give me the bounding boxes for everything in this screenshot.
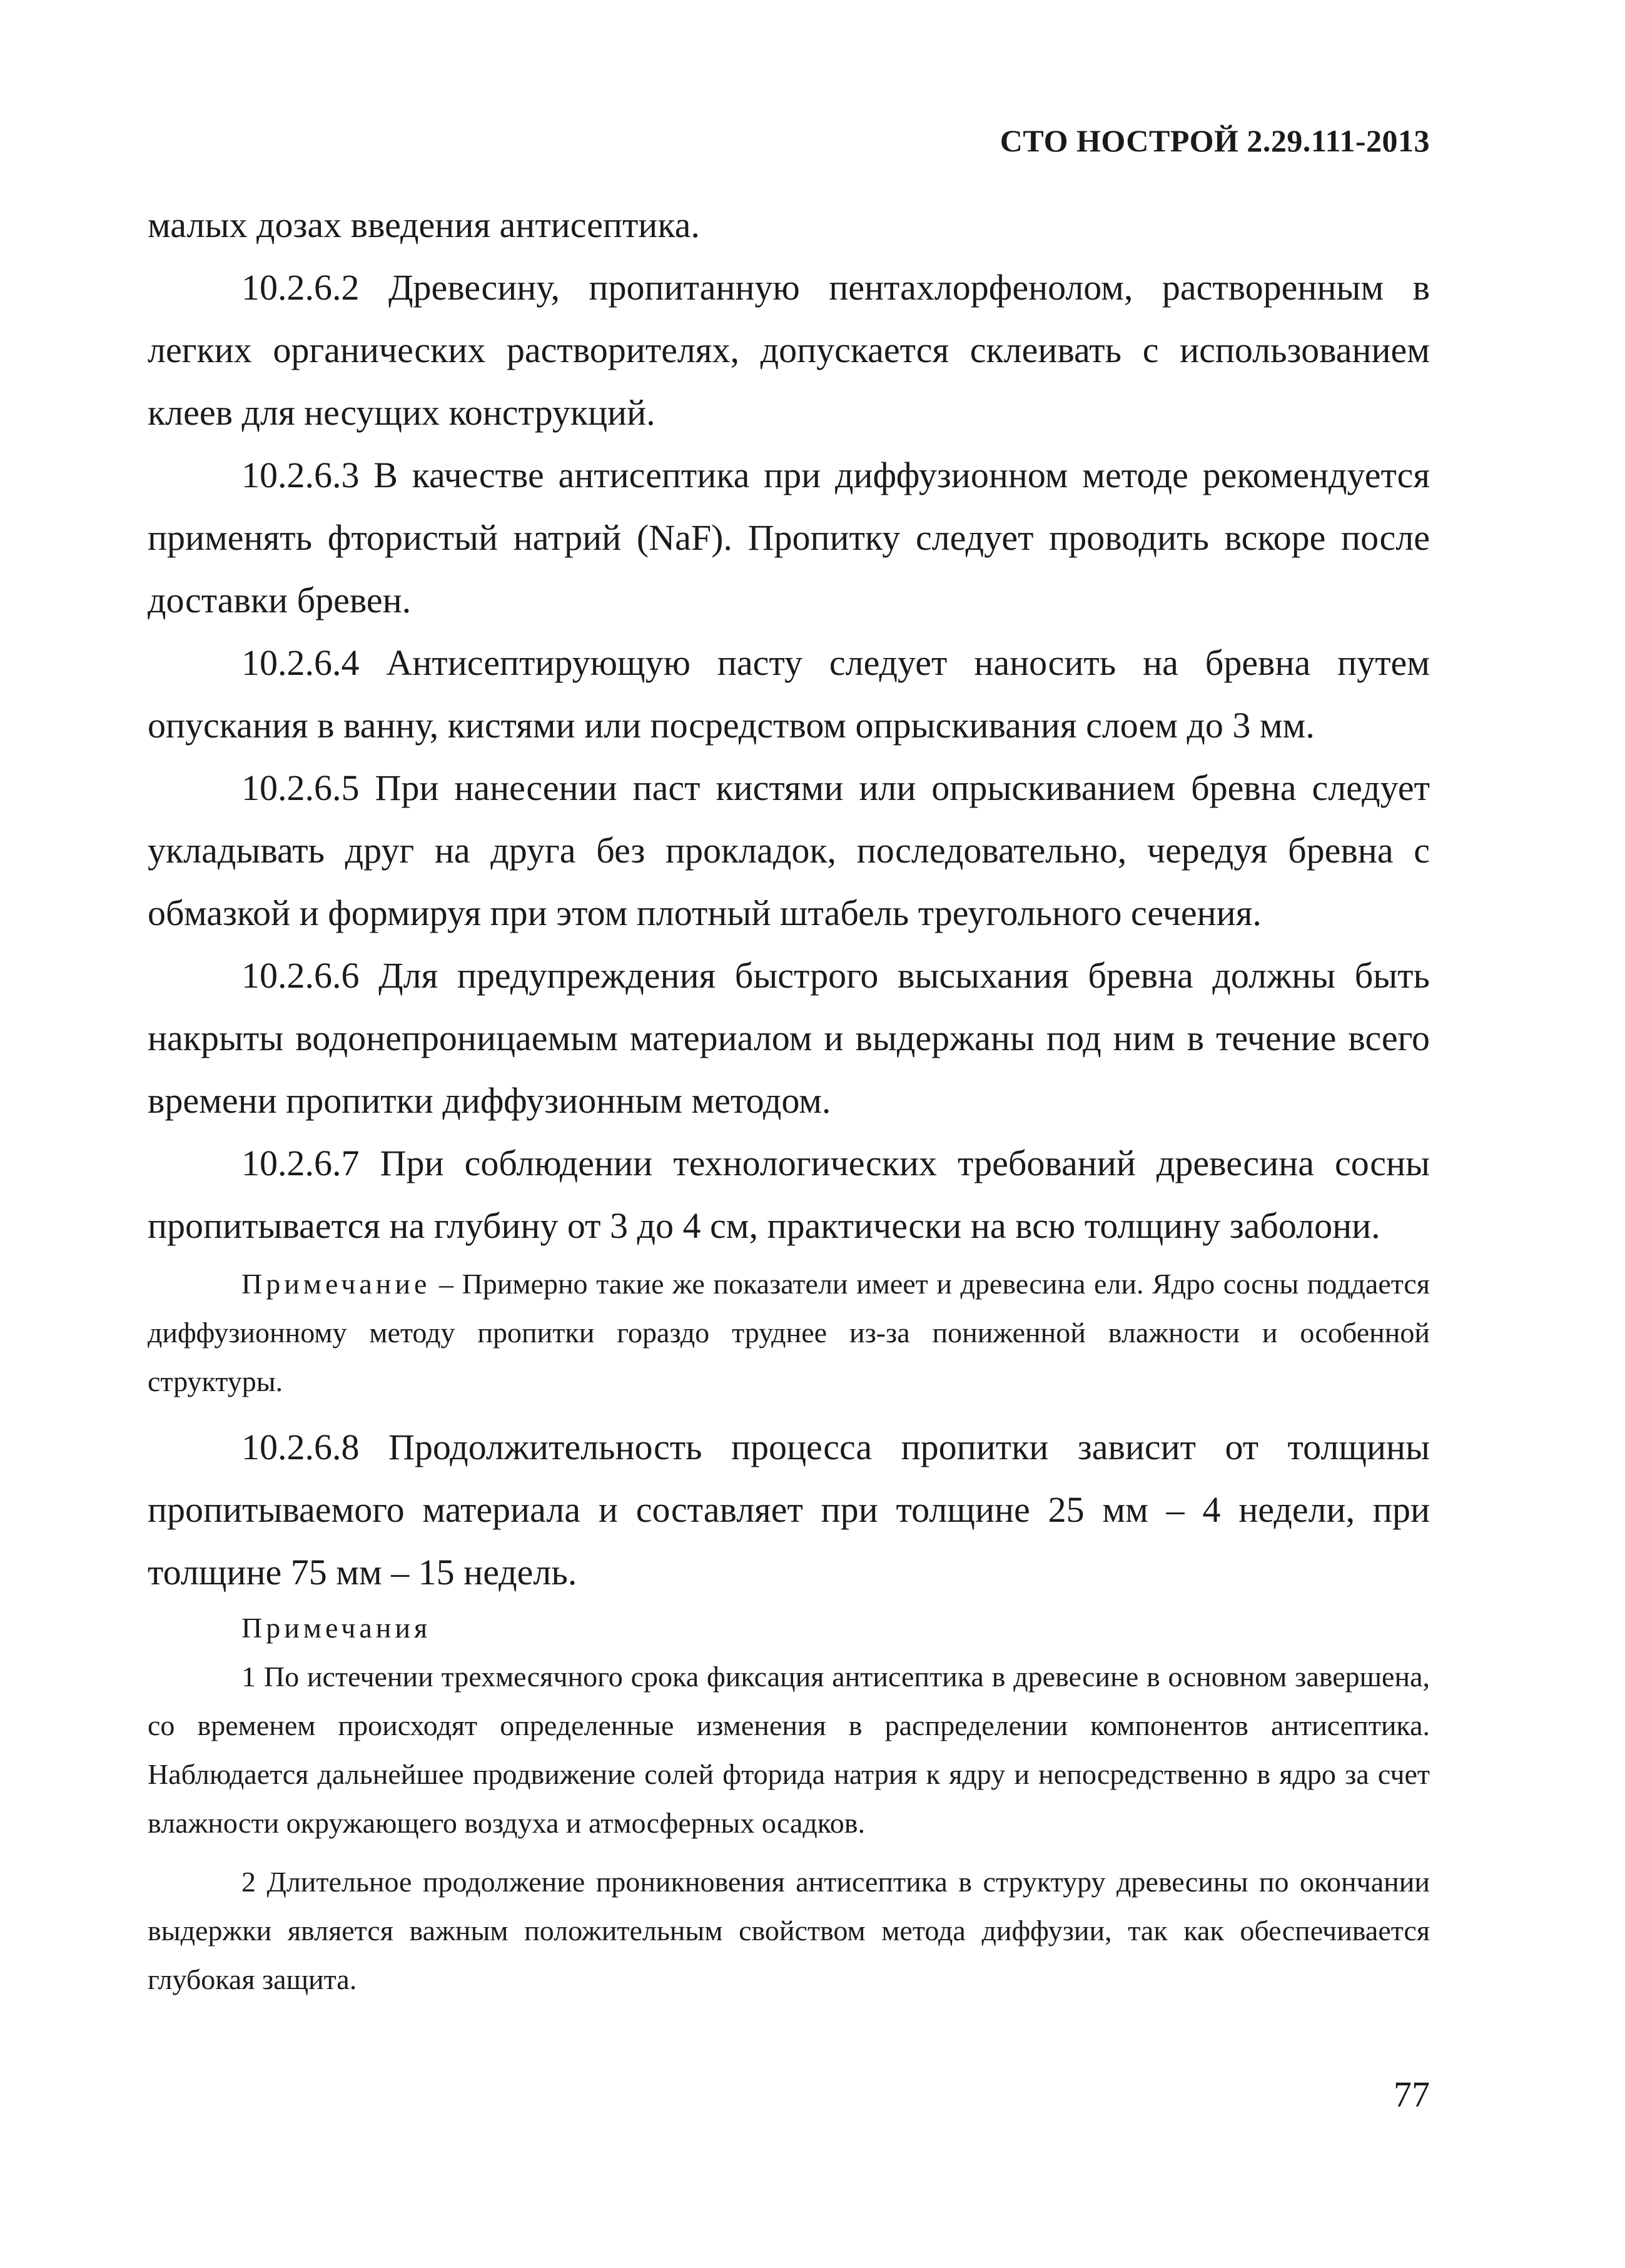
paragraph-10-2-6-7: 10.2.6.7 При соблюдении технологических требований древесина сосны пропитывается на глубину от 3 до 4 см, практически на всю толщину заболони. bbox=[148, 1143, 1430, 1246]
note-item-2: 2 Длительное продолжение проникновения антисептика в структуру древесины по окончании выдержки является важным положительным свойством метода диффузии, так как обеспечивается глубокая защита. bbox=[148, 1866, 1430, 1995]
paragraph-10-2-6-5: 10.2.6.5 При нанесении паст кистями или опрыскиванием бревна следует укладывать друг на друга без прокладок, последовательно, чередуя бревна с обмазкой и формируя при этом плотный штабель треугольного сечения. bbox=[148, 767, 1430, 933]
page-number: 77 bbox=[1394, 2074, 1430, 2115]
paragraph-10-2-6-2: 10.2.6.2 Древесину, пропитанную пентахлорфенолом, растворенным в легких органических растворителях, допускается склеивать с использованием клеев для несущих конструкций. bbox=[148, 267, 1430, 433]
paragraph-continuation: малых дозах введения антисептика. bbox=[148, 205, 700, 245]
paragraph-10-2-6-8: 10.2.6.8 Продолжительность процесса пропитки зависит от толщины пропитываемого материала и составляет при толщине 25 мм – 4 недели, при толщине 75 мм – 15 недель. bbox=[148, 1427, 1430, 1592]
document-code-header: СТО НОСТРОЙ 2.29.111-2013 bbox=[1000, 123, 1430, 158]
note-label: Примечание bbox=[241, 1268, 431, 1300]
paragraph-10-2-6-4: 10.2.6.4 Антисептирующую пасту следует наносить на бревна путем опускания в ванну, кистями или посредством опрыскивания слоем до 3 мм. bbox=[148, 642, 1430, 746]
body-text bbox=[148, 194, 1430, 2004]
note-item-1: 1 По истечении трехмесячного срока фиксация антисептика в древесине в основном завершена, со временем происходят определенные изменения в распределении компонентов антисептика. Наблюдается дальнейшее продвижение солей фторида натрия к ядру и непосредственно в ядро за счет влажности окружающего воздуха и атмосферных осадков. bbox=[148, 1661, 1430, 1839]
paragraph-10-2-6-6: 10.2.6.6 Для предупреждения быстрого высыхания бревна должны быть накрыты водонепроницаемым материалом и выдержаны под ним в течение всего времени пропитки диффузионным методом. bbox=[148, 955, 1430, 1121]
document-page bbox=[148, 0, 1430, 2268]
note-single bbox=[148, 1260, 1430, 1406]
paragraph-10-2-6-3: 10.2.6.3 В качестве антисептика при диффузионном методе рекомендуется применять фтористый натрий (NaF). Пропитку следует проводить вскоре после доставки бревен. bbox=[148, 455, 1430, 620]
notes-title: Примечания bbox=[241, 1612, 432, 1644]
note-text: – Примерно такие же показатели имеет и древесина ели. Ядро сосны поддается диффузионному методу пропитки гораздо труднее из-за пониженной влажности и особенной структуры. bbox=[148, 1268, 1430, 1397]
